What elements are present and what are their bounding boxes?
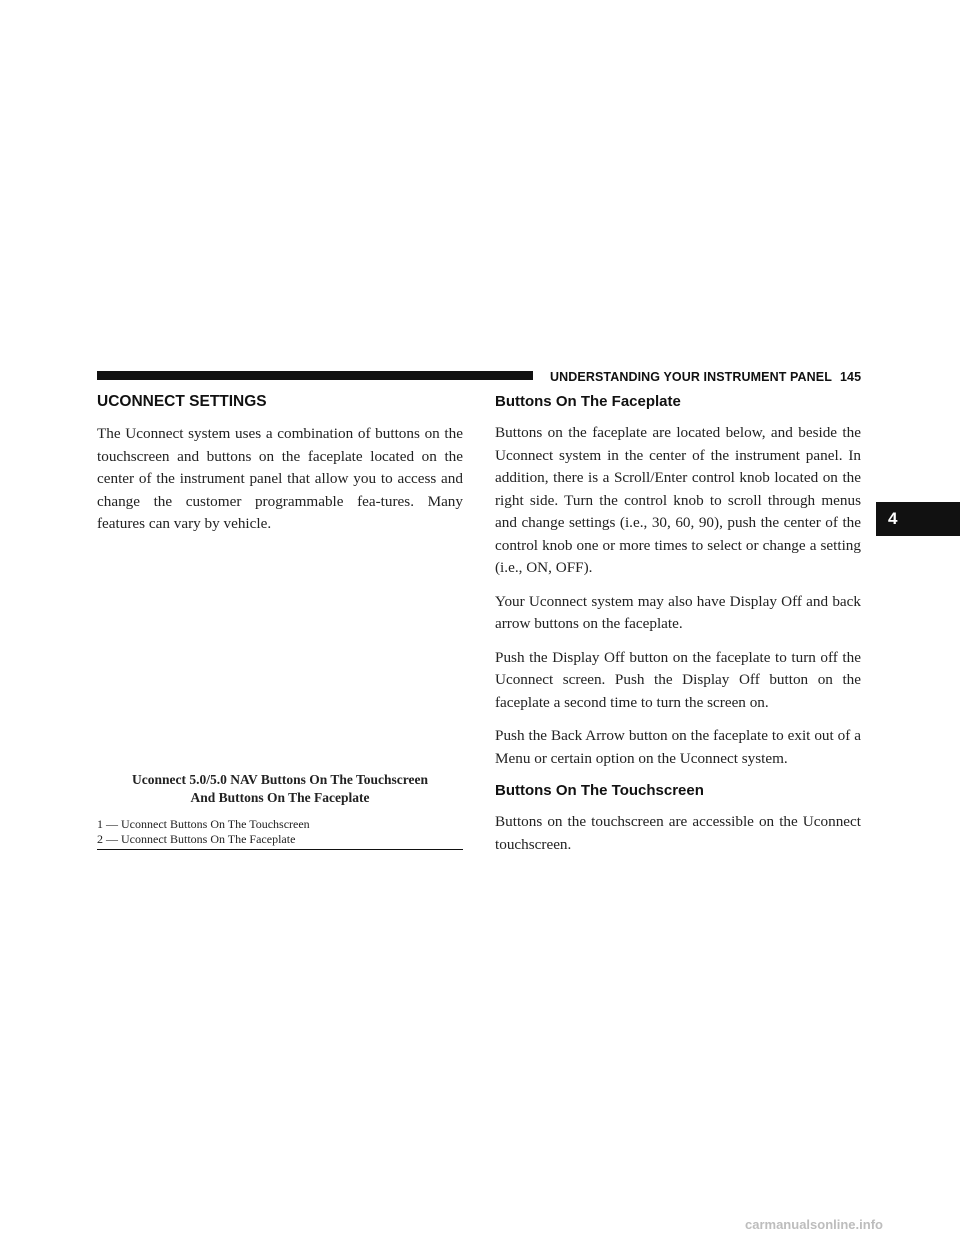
touchscreen-heading: Buttons On The Touchscreen <box>495 782 704 799</box>
figure-caption <box>97 771 463 808</box>
figure-area <box>97 547 463 771</box>
running-header <box>550 370 861 384</box>
faceplate-heading: Buttons On The Faceplate <box>495 393 681 410</box>
legend-item-2: 2 — Uconnect Buttons On The Faceplate <box>97 831 296 846</box>
section-title: UNDERSTANDING YOUR INSTRUMENT PANEL <box>550 370 832 384</box>
faceplate-paragraph-4: Push the Back Arrow button on the faceplate to exit out of a Menu or certain option on the Uconnect system. <box>495 727 861 767</box>
left-column <box>97 392 463 850</box>
watermark-link[interactable]: carmanualsonline.info <box>745 1217 883 1232</box>
figure-caption-line-2: And Buttons On The Faceplate <box>190 790 370 805</box>
legend-rule <box>97 849 463 850</box>
figure-caption-line-1: Uconnect 5.0/5.0 NAV Buttons On The Touchscreen <box>131 771 429 787</box>
chapter-tab: 4 <box>876 502 960 536</box>
faceplate-paragraph-1: Buttons on the faceplate are located below, and beside the Uconnect system in the center of the instrument panel. In addition, there is a Scroll/Enter control knob located on the right side. Turn the control knob to scroll through menus and change settings (i.e., 30, 60, 90), push the center of the control knob one or more times to select or change a setting (i.e., ON, OFF). <box>495 424 861 576</box>
right-column <box>495 392 861 867</box>
faceplate-paragraph-2: Your Uconnect system may also have Display Off and back arrow buttons on the faceplate. <box>495 592 861 632</box>
touchscreen-paragraph-1: Buttons on the touchscreen are accessible on the Uconnect touchscreen. <box>495 813 861 853</box>
intro-paragraph: The Uconnect system uses a combination of buttons on the touchscreen and buttons on the faceplate located on the center of the instrument panel that allow you to access and change the customer programmable fea-tures. Many features can vary by vehicle. <box>97 425 463 532</box>
header-rule <box>97 371 533 380</box>
faceplate-paragraph-3: Push the Display Off button on the faceplate to turn off the Uconnect screen. Push the Display Off button on the faceplate a second time to turn the screen on. <box>495 648 861 711</box>
section-heading: UCONNECT SETTINGS <box>97 393 267 410</box>
page-number: 145 <box>839 370 862 384</box>
legend-item-1: 1 — Uconnect Buttons On The Touchscreen <box>97 816 310 831</box>
